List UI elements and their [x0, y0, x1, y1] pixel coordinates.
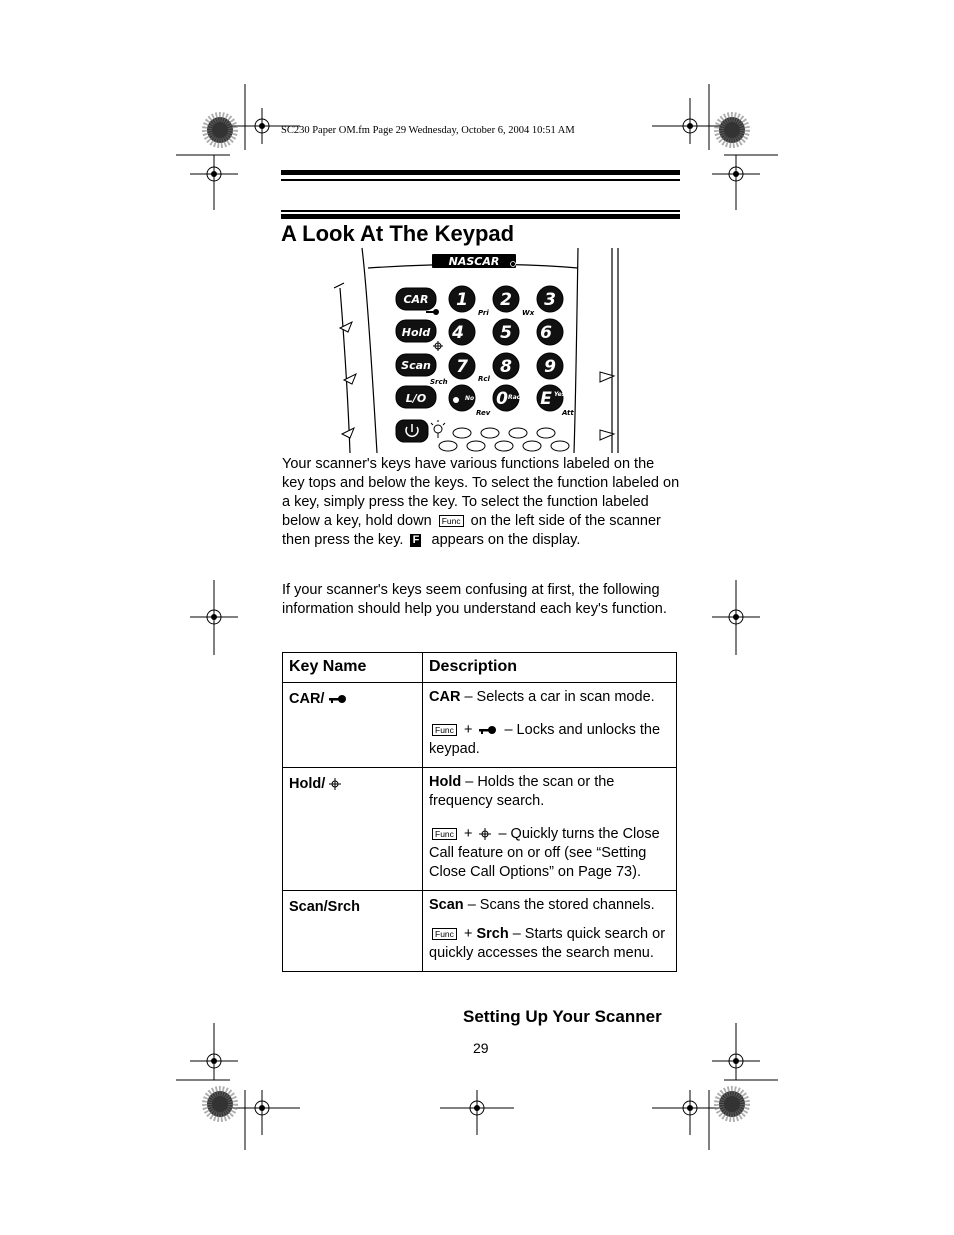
heading-rule-thin	[281, 210, 680, 212]
table-row	[283, 891, 677, 972]
key-6: 6	[540, 323, 552, 343]
key-5: 5	[500, 323, 512, 343]
key-1: 1	[456, 290, 468, 310]
table-row	[283, 683, 677, 768]
page-title: A Look At The Keypad	[281, 221, 515, 246]
key-hold: Hold	[401, 326, 431, 339]
running-header: SC230 Paper OM.fm Page 29 Wednesday, October 6, 2004 10:51 AM	[281, 125, 575, 136]
close-call-icon	[433, 341, 443, 351]
sublabel-rcl: Rcl	[478, 375, 490, 383]
brand-logo: NASCAR	[448, 255, 500, 268]
key-2: 2	[500, 290, 512, 310]
key-lock-icon	[478, 725, 498, 735]
func-key-icon: Func	[432, 724, 457, 736]
col-header-key-name: Key Name	[283, 653, 423, 683]
key-lo: L/O	[405, 392, 427, 405]
key-8: 8	[500, 357, 512, 377]
description-cell: Scan – Scans the stored channels. Func + Srch – Starts quick search or quickly accesses the search menu.	[423, 891, 677, 972]
light-bulb-icon	[431, 420, 445, 438]
close-call-icon	[329, 778, 341, 790]
key-name-cell: Hold/	[283, 768, 423, 891]
top-rule-thin	[281, 179, 680, 181]
description-cell: Hold – Holds the scan or the frequency search. Func + – Quickly turns the Close Call feature on or off (see “Setting Close Call Options” on Page 73).	[423, 768, 677, 891]
sublabel-srch: Srch	[430, 378, 448, 386]
key-0: 0	[496, 389, 508, 409]
key-no-label: No	[465, 395, 475, 402]
description-cell: CAR – Selects a car in scan mode. Func + – Locks and unlocks the keypad.	[423, 683, 677, 768]
key-name-cell: CAR/	[283, 683, 423, 768]
heading-rule-thick	[281, 214, 680, 219]
intro-paragraph-2: If your scanner's keys seem confusing at first, the following information should help you understand each key's function.	[282, 582, 667, 617]
top-rule-thick	[281, 170, 680, 175]
key-race-label: Race	[508, 394, 525, 401]
section-footer-title: Setting Up Your Scanner	[463, 1007, 662, 1026]
key-4: 4	[452, 323, 464, 343]
key-car: CAR	[403, 293, 429, 306]
key-lock-icon	[328, 694, 348, 704]
key-function-table	[282, 652, 677, 972]
key-9: 9	[544, 357, 556, 377]
key-7: 7	[456, 357, 468, 377]
func-key-icon: Func	[432, 828, 457, 840]
col-header-description: Description	[423, 653, 677, 683]
sublabel-rev: Rev	[476, 409, 491, 417]
page-number: 29	[473, 1040, 489, 1056]
table-row	[283, 768, 677, 891]
keypad-illustration	[322, 248, 662, 453]
key-3: 3	[544, 290, 556, 310]
func-key-icon: Func	[439, 515, 464, 527]
sublabel-pri: Pri	[478, 309, 489, 317]
key-scan: Scan	[401, 359, 431, 372]
sublabel-wx: Wx	[522, 309, 535, 317]
intro-paragraph-1: Your scanner's keys have various functions labeled on the key tops and below the keys. To select the function labeled on a key, simply press the key. To select the function labeled below a key, hold down Func on the left side of the scanner then press the key. F appears on the display.	[282, 456, 680, 548]
key-e: E	[540, 389, 552, 409]
func-key-icon: Func	[432, 928, 457, 940]
close-call-icon	[479, 828, 491, 840]
f-indicator-icon: F	[410, 534, 421, 547]
sublabel-att: Att	[562, 409, 574, 417]
table-header-row	[283, 653, 677, 683]
key-yes-label: Yes	[554, 391, 566, 398]
key-name-cell: Scan/Srch	[283, 891, 423, 972]
